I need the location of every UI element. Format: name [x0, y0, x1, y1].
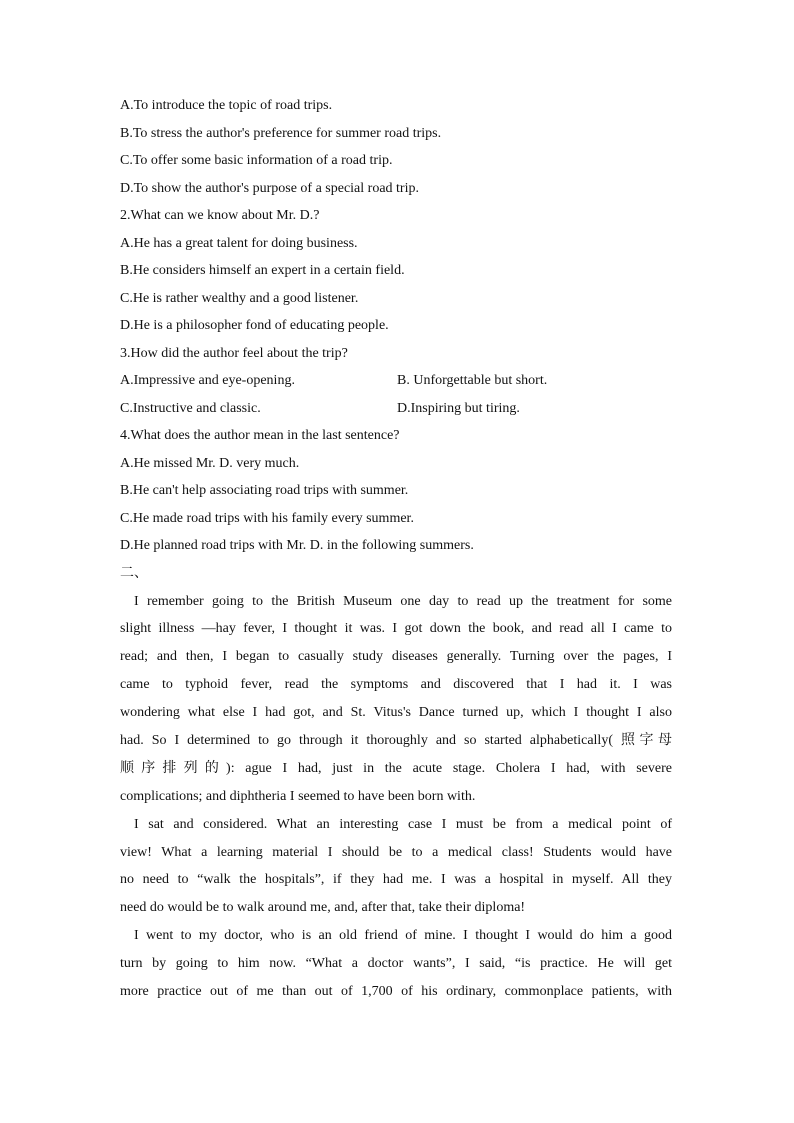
paragraph-line: came to typhoid fever, read the symptoms and discovered that I had it. I was [120, 677, 672, 693]
paragraph-line: more practice out of me than out of 1,700 of his ordinary, commonplace patients, with [120, 983, 672, 999]
paragraph-line: need do would be to walk around me, and, after that, take their diploma! [120, 900, 526, 916]
paragraph-line: read; and then, I began to casually study diseases generally. Turning over the pages, I [120, 649, 672, 665]
paragraph-line: I remember going to the British Museum one day to read up the treatment for some [134, 593, 672, 609]
q2-question: 2.What can we know about Mr. D.? [120, 208, 320, 223]
q1-option-b: B.To stress the author's preference for summer road trips. [120, 125, 442, 141]
q3-question: 3.How did the author feel about the trip? [120, 345, 348, 361]
q3-option-c: C.Instructive and classic. [120, 400, 261, 416]
q4-question: 4.What does the author mean in the last sentence? [120, 428, 400, 443]
q3-options-row-1 [120, 367, 672, 395]
paragraph-line: wondering what else I had got, and St. Vitus's Dance turned up, which I thought I also [120, 705, 672, 721]
paragraph-line: I went to my doctor, who is an old friend of mine. I thought I would do him a good [134, 928, 672, 944]
paragraph-line: view! What a learning material I should be to a medical class! Students would have [120, 844, 672, 860]
q2-option-a: A.He has a great talent for doing business. [120, 235, 358, 251]
section-heading-two: 二、 [120, 565, 148, 581]
q3-options-row-2 [120, 395, 672, 423]
q1-option-c: C.To offer some basic information of a road trip. [120, 153, 393, 168]
page-content [120, 92, 672, 1006]
q3-option-a: A.Impressive and eye-opening. [120, 373, 295, 388]
q1-option-a: A.To introduce the topic of road trips. [120, 98, 333, 113]
paragraph-line: slight illness —hay fever, I thought it was. I got down the book, and read all I came to [120, 621, 672, 637]
q1-option-d: D.To show the author's purpose of a special road trip. [120, 180, 419, 196]
q2-option-b: B.He considers himself an expert in a certain field. [120, 263, 405, 278]
paragraph-1 [120, 588, 672, 811]
q4-option-d: D.He planned road trips with Mr. D. in the following summers. [120, 538, 474, 553]
paragraph-line: I sat and considered. What an interesting case I must be from a medical point of [134, 816, 672, 832]
paragraph-line: turn by going to him now. “What a doctor wants”, I said, “is practice. He will get [120, 956, 672, 972]
q3-option-d: D.Inspiring but tiring. [397, 400, 520, 416]
paragraph-line: had. So I determined to go through it thoroughly and so started alphabetically( 照字母 [120, 732, 672, 748]
q4-option-c: C.He made road trips with his family every summer. [120, 510, 414, 526]
paragraph-3 [120, 922, 672, 1006]
q4-option-b: B.He can't help associating road trips with summer. [120, 483, 409, 498]
paragraph-line: 顺序排列的): ague I had, just in the acute stage. Cholera I had, with severe [120, 760, 672, 776]
paragraph-line: no need to “walk the hospitals”, if they had me. I was a hospital in myself. All they [120, 872, 672, 888]
q4-option-a: A.He missed Mr. D. very much. [120, 455, 300, 471]
q2-option-c: C.He is rather wealthy and a good listener. [120, 290, 359, 306]
q3-option-b: B. Unforgettable but short. [397, 373, 548, 388]
q2-option-d: D.He is a philosopher fond of educating people. [120, 318, 389, 333]
paragraph-line: complications; and diphtheria I seemed to have been born with. [120, 788, 476, 804]
paragraph-2 [120, 811, 672, 923]
